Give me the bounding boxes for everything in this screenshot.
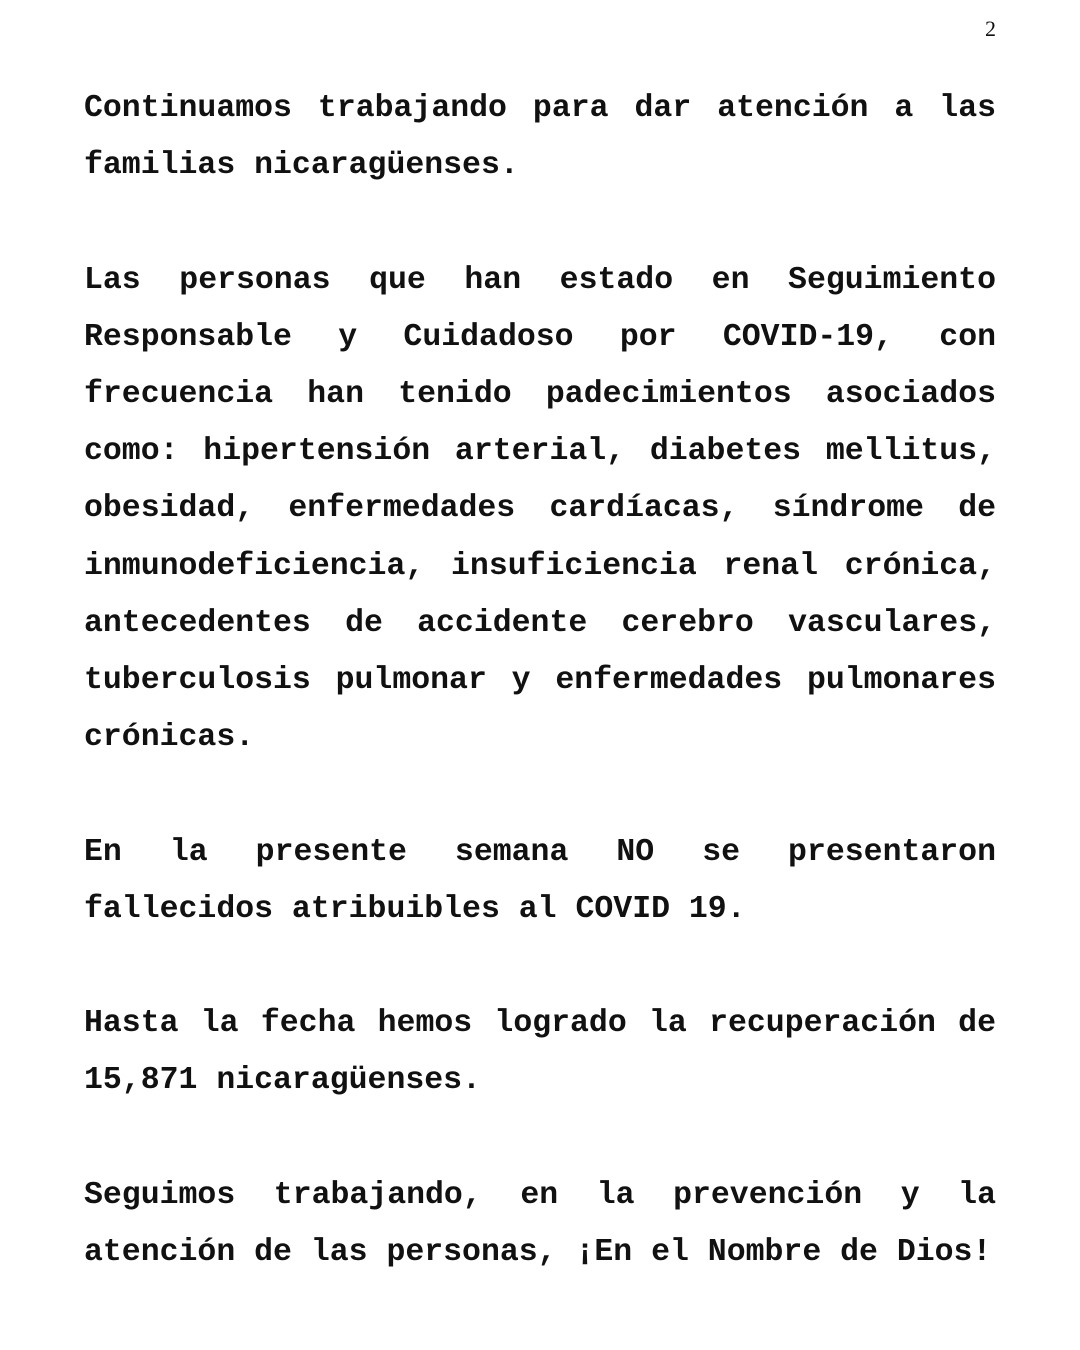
paragraph-deaths: En la presente semana NO se presentaron fallecidos atribuibles al COVID 19. [84, 834, 996, 927]
paragraph-conditions: Las personas que han estado en Seguimiento Responsable y Cuidadoso por COVID-19, con frecuencia han tenido padecimientos asociados como: hipertensión arterial, diabetes mellitus, obesidad, enfermedades cardíacas, síndrome de inmunodeficiencia, insuficiencia renal crónica, antecedentes de accidente cerebro vasculares, tuberculosis pulmonar y enfermedades pulmonares crónicas. [84, 262, 996, 756]
paragraph-spacer [84, 1110, 996, 1167]
paragraph-recoveries: Hasta la fecha hemos logrado la recuperación de 15,871 nicaragüenses. [84, 1006, 996, 1099]
page-number: 2 [985, 16, 996, 41]
paragraph-spacer [84, 766, 996, 823]
document-body [84, 80, 996, 1281]
paragraph-spacer [84, 194, 996, 251]
paragraph-closing: Seguimos trabajando, en la prevención y la atención de las personas, ¡En el Nombre de Dios! [84, 1177, 996, 1270]
paragraph-attention: Continuamos trabajando para dar atención a las familias nicaragüenses. [84, 91, 996, 184]
paragraph-spacer [84, 938, 996, 995]
